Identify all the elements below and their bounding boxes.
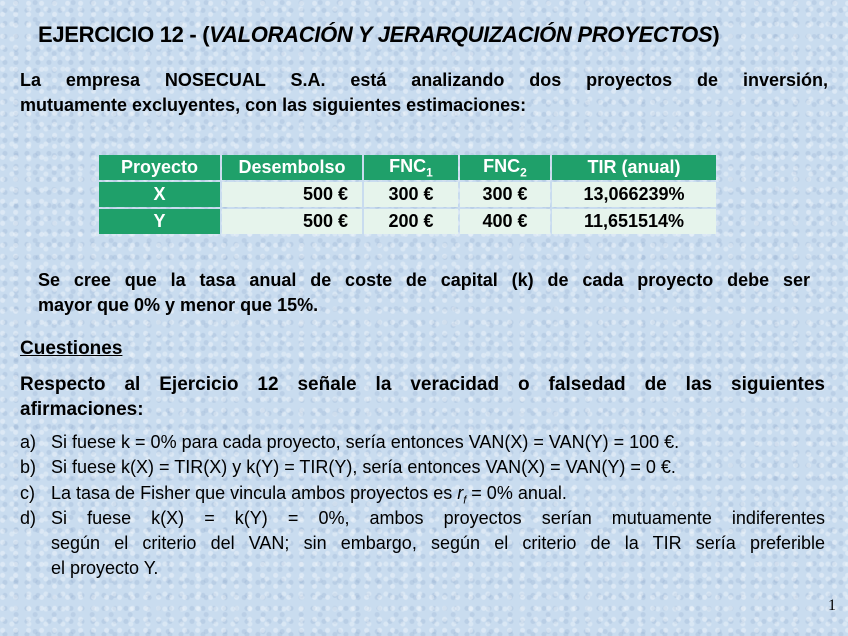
table-header-row [99,155,716,180]
intro-paragraph: La empresa NOSECUAL S.A. está analizando dos proyectos de inversión, mutuamente excluyentes, con las siguientes estimaciones: [20,70,828,115]
project-name: X [99,182,220,207]
fnc2-value: 300 € [460,182,550,207]
header-fnc2: $FNC_2$ [460,155,550,180]
statement-letter: b) [20,457,37,477]
statement-letter: d) [20,508,37,528]
statement-letter: c) [20,483,35,503]
cuestiones-heading: Cuestiones [20,338,123,359]
tir-value: 13,066239% [552,182,716,207]
projects-table [97,153,718,236]
cost-of-capital-note: Se cree que la tasa anual de coste de capital (k) de cada proyecto debe ser mayor que 0% y menor que 15%. [38,270,810,315]
header-desembolso: Desembolso [222,155,362,180]
fnc1-value: 200 € [364,209,458,234]
header-fnc1: $FNC_1$ [364,155,458,180]
fnc2-value: 400 € [460,209,550,234]
table-row [99,209,716,234]
questions-prompt: Respecto al Ejercicio 12 señale la veracidad o falsedad de las siguientes afirmaciones: [20,374,825,420]
statement-text: Si fuese k(X) = k(Y) = 0%, ambos proyectos serían mutuamente indiferentes según el criterio del VAN; sin embargo, según el criterio de la TIR sería preferible el proyecto Y. [51,508,825,578]
statement-text: Si fuese k = 0% para cada proyecto, sería entonces VAN(X) = VAN(Y) = 100 €. [51,432,680,452]
exercise-title: EJERCICIO 12 - (VALORACIÓN Y JERARQUIZACIÓN PROYECTOS) [38,22,720,47]
statement-text: La tasa de Fisher que vincula ambos proyectos es $r_f = 0\%$ anual. [51,483,567,507]
header-proyecto: Proyecto [99,155,220,180]
fnc1-value: 300 € [364,182,458,207]
page-number: 1 [828,597,836,614]
header-tir: TIR (anual) [552,155,716,180]
desembolso-value: 500 € [222,209,362,234]
statement-letter: a) [20,432,37,452]
table-row [99,182,716,207]
project-name: Y [99,209,220,234]
desembolso-value: 500 € [222,182,362,207]
tir-value: 11,651514% [552,209,716,234]
statement-text: Si fuese k(X) = TIR(X) y k(Y) = TIR(Y), sería entonces VAN(X) = VAN(Y) = 0 €. [51,457,676,477]
